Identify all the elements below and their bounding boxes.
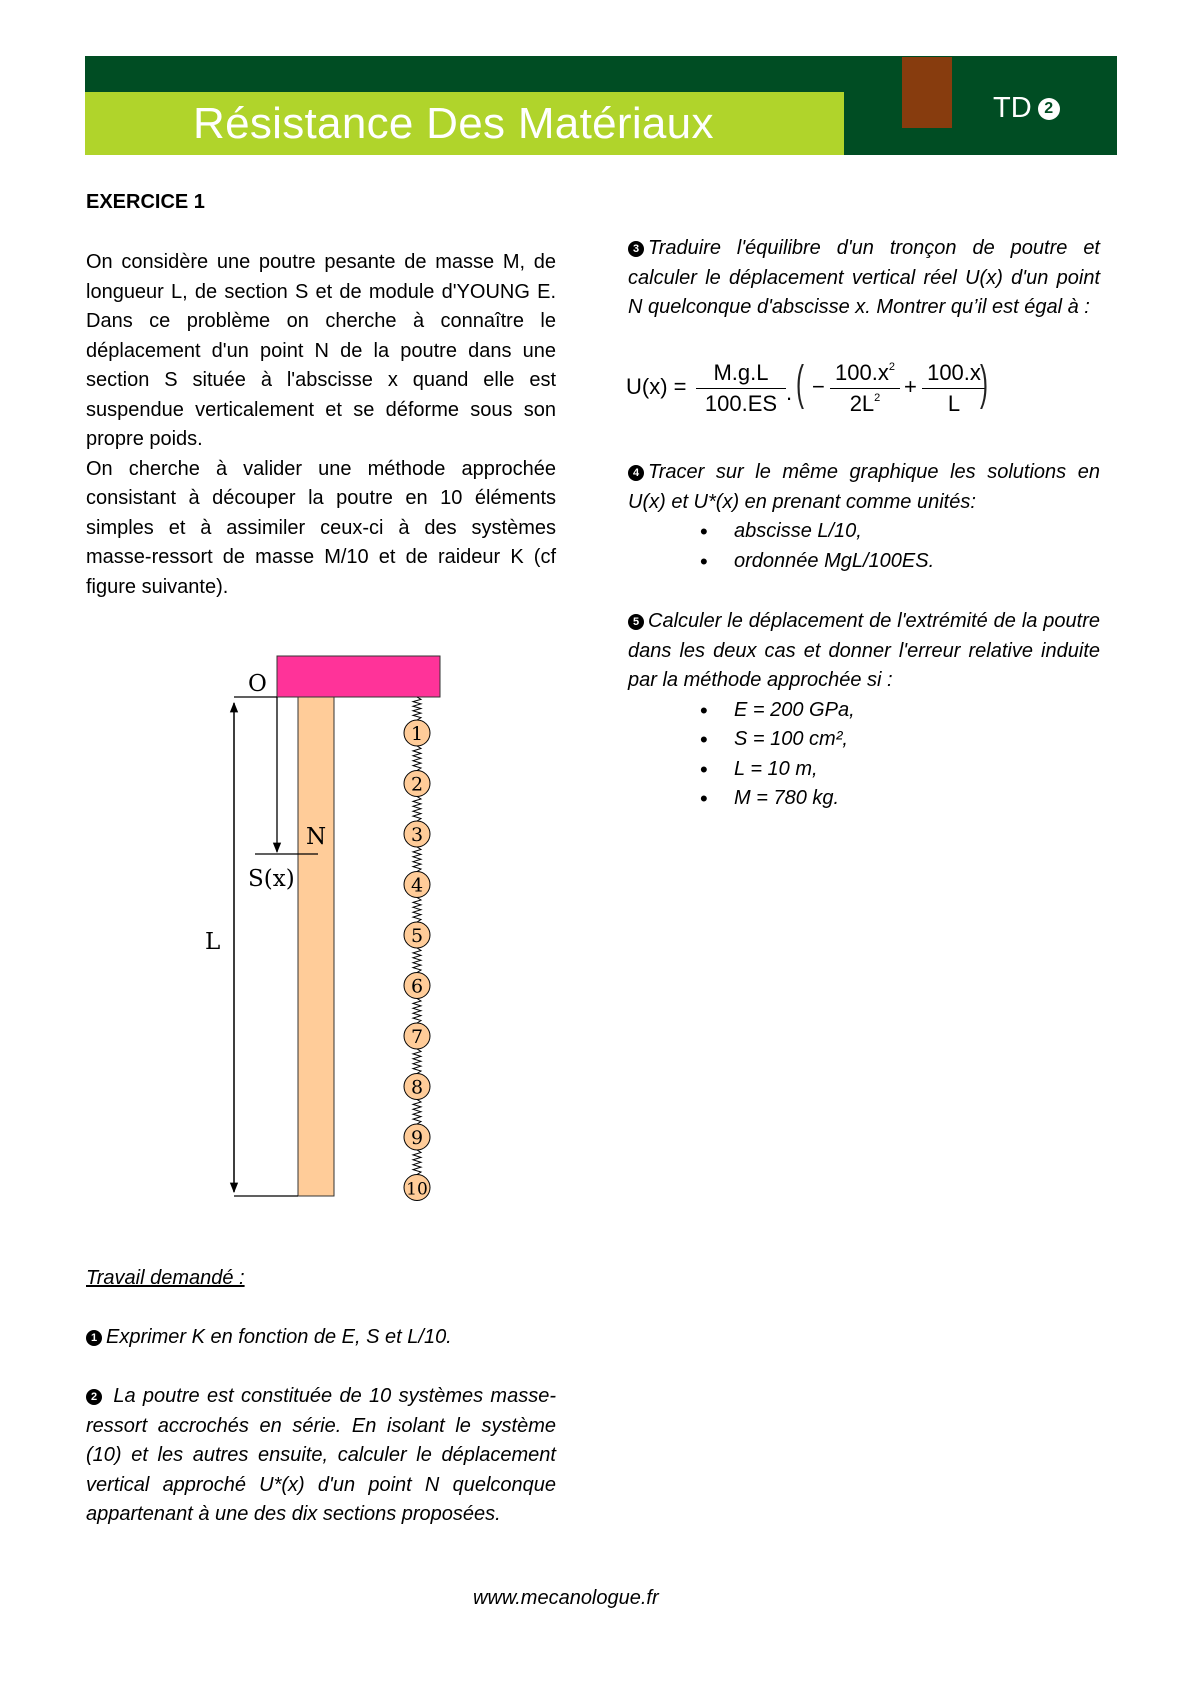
mass-label-3: 3 [410, 824, 424, 846]
question-5-text: Calculer le déplacement de l'extrémité de la poutre dans les deux cas et donner l'erreur relative induite par la méthode approchée si : [628, 610, 1100, 691]
fraction-2-denominator-base: 2L [849, 391, 875, 416]
spring-5 [413, 898, 421, 923]
spring-3 [413, 797, 421, 822]
fraction-1-numerator: M.g.L [696, 360, 786, 389]
mass-label-9: 9 [410, 1127, 424, 1149]
question-3-text: Traduire l'équilibre d'un tronçon de poutre et calculer le déplacement vertical réel U(x) d'un point N quelconque d'abscisse x. Montrer qu’il est égal à : [628, 237, 1100, 318]
mass-label-6: 6 [410, 975, 424, 998]
fraction-1-denominator: 100.ES [704, 391, 778, 416]
fraction-2-denominator [830, 389, 900, 417]
origin-label: O [248, 671, 267, 697]
question-2 [86, 1382, 556, 1530]
length-label: L [205, 929, 221, 955]
question-3 [628, 234, 1100, 323]
fraction-3-denominator: L [947, 391, 961, 416]
question-5-values-list [628, 696, 1100, 814]
spring-chain [404, 697, 430, 1201]
beam-spring-figure [180, 640, 480, 1220]
section-label: S(x) [248, 866, 295, 892]
intro-paragraph-2: On cherche à valider une méthode approchée consistant à découper la poutre en 10 éléments simples et à assimiler ceux-ci à des systèmes masse-ressort de masse M/10 et de raideur K (cf figure suivante). [86, 457, 556, 598]
unit-abscissa: • abscisse L/10, [628, 517, 1100, 547]
exercise-title: EXERCICE 1 [86, 191, 205, 213]
spring-8 [413, 1049, 421, 1074]
formula-lhs: U(x) = [626, 374, 687, 399]
mass-label-4: 4 [410, 874, 424, 897]
question-4-units-list [628, 517, 1100, 576]
formula-dot: . [786, 380, 793, 405]
formula-fraction-2 [830, 360, 900, 417]
mass-label-1: 1 [410, 723, 424, 745]
td-number-badge: 2 [1038, 98, 1060, 120]
spring-9 [413, 1100, 421, 1125]
intro-paragraph-1: On considère une poutre pesante de masse M, de longueur L, de section S et de module d'YOUNG E. Dans ce problème on cherche à connaître le déplacement d'un point N de la poutre dans une section S située à l'abscisse x quand elle est suspendue verticalement et se déforme sous son propre poids. [86, 251, 556, 450]
mass-label-10: 10 [406, 1179, 428, 1200]
fraction-2-numerator [830, 360, 900, 389]
fraction-2-numerator-exponent: 2 [888, 361, 895, 373]
beam [298, 697, 334, 1196]
value-young-modulus: • E = 200 GPa, [628, 696, 1100, 726]
fraction-2-numerator-base: 100.x [835, 360, 889, 385]
header-accent-block [902, 57, 952, 128]
question-2-badge: 2 [86, 1389, 102, 1405]
question-4-badge: 4 [628, 465, 644, 481]
spring-7 [413, 999, 421, 1024]
work-heading: Travail demandé : [86, 1267, 245, 1289]
mass-label-7: 7 [410, 1026, 424, 1048]
td-text: TD [993, 92, 1032, 124]
formula-close-paren: ) [979, 357, 988, 410]
intro-paragraph [86, 248, 556, 602]
question-1-badge: 1 [86, 1330, 102, 1346]
fraction-2-denominator-exponent: 2 [874, 392, 881, 404]
value-length: • L = 10 m, [628, 755, 1100, 785]
value-mass: • M = 780 kg. [628, 784, 1100, 814]
question-1 [86, 1323, 556, 1353]
spring-10 [413, 1150, 421, 1175]
document-title: Résistance Des Matériaux [193, 99, 714, 148]
question-2-text: La poutre est constituée de 10 systèmes masse-ressort accrochés en série. En isolant le système (10) et les autres ensuite, calculer le déplacement vertical approché U*(x) d'un point N quelconque appartenant à une des dix sections proposées. [86, 1385, 556, 1525]
point-n-label: N [306, 824, 327, 850]
displacement-formula [626, 352, 986, 424]
fraction-3-numerator: 100.x [922, 360, 986, 389]
mass-label-5: 5 [410, 925, 424, 947]
td-label [993, 90, 1060, 126]
question-5-badge: 5 [628, 614, 644, 630]
mass-label-2: 2 [410, 773, 424, 796]
value-section: • S = 100 cm², [628, 725, 1100, 755]
question-4 [628, 458, 1100, 576]
spring-2 [413, 746, 421, 771]
formula-open-paren: ( [795, 357, 804, 410]
formula-minus: − [812, 374, 825, 399]
unit-ordinate: • ordonnée MgL/100ES. [628, 547, 1100, 577]
mass-label-8: 8 [410, 1076, 424, 1099]
formula-fraction-3 [922, 360, 986, 417]
formula-plus: + [904, 374, 917, 399]
question-3-badge: 3 [628, 241, 644, 257]
formula-fraction-1 [696, 360, 786, 417]
support-block [277, 656, 440, 697]
question-1-text: Exprimer K en fonction de E, S et L/10. [106, 1326, 452, 1348]
question-4-text: Tracer sur le même graphique les solutions en U(x) et U*(x) en prenant comme unités: [628, 461, 1100, 513]
spring-4 [413, 847, 421, 872]
spring-1 [413, 697, 421, 720]
question-5 [628, 607, 1100, 814]
footer-website[interactable]: www.mecanologue.fr [473, 1587, 659, 1609]
spring-6 [413, 948, 421, 973]
